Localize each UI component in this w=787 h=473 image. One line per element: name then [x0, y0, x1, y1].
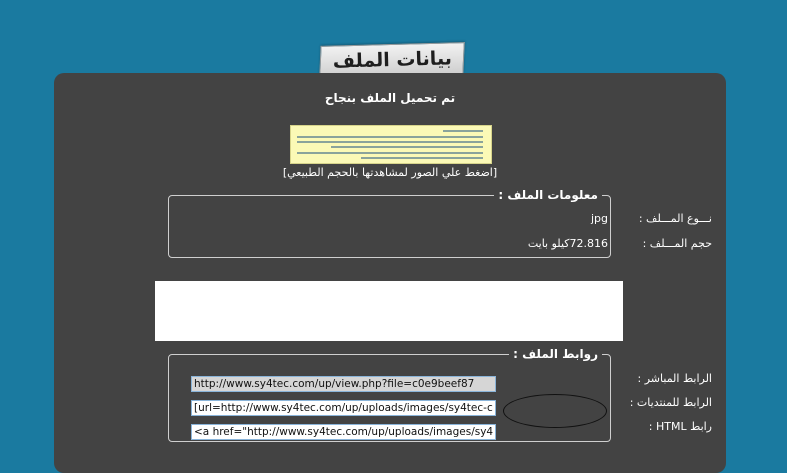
main-panel	[54, 73, 726, 473]
file-size-label: حجم المـــلف :	[642, 237, 712, 250]
thumbnail-text-line	[361, 157, 483, 159]
file-links-box	[168, 348, 611, 442]
file-type-value: jpg	[590, 212, 608, 225]
thumbnail-text-line	[297, 136, 483, 138]
thumbnail-caption: [اضغط علي الصور لمشاهدتها بالحجم الطبيعي]	[282, 166, 498, 179]
upload-status: تم تحميل الملف بنجاح	[324, 91, 456, 105]
html-link-label: رابط HTML :	[648, 420, 712, 433]
forum-link-input[interactable]	[191, 400, 496, 416]
image-thumbnail[interactable]	[290, 125, 492, 164]
thumbnail-text-line	[443, 130, 483, 132]
forum-link-label: الرابط للمنتديات :	[629, 396, 712, 409]
direct-link-input[interactable]	[191, 376, 496, 392]
file-type-label: نـــوع المـــلف :	[638, 212, 712, 225]
thumbnail-text-line	[297, 141, 483, 143]
file-size-value: 72.816كيلو بايت	[527, 237, 608, 250]
thumbnail-text-line	[297, 152, 483, 154]
ad-banner-area	[155, 281, 623, 341]
thumbnail-text-line	[331, 146, 483, 148]
file-links-legend: روابط الملف :	[513, 347, 598, 361]
header-title: بيانات الملف	[332, 47, 452, 73]
file-info-legend: معلومات الملف :	[498, 188, 598, 202]
direct-link-label: الرابط المباشر :	[637, 372, 712, 385]
highlight-circle	[503, 394, 607, 428]
header-tab	[319, 42, 465, 77]
html-link-input[interactable]	[191, 424, 496, 440]
